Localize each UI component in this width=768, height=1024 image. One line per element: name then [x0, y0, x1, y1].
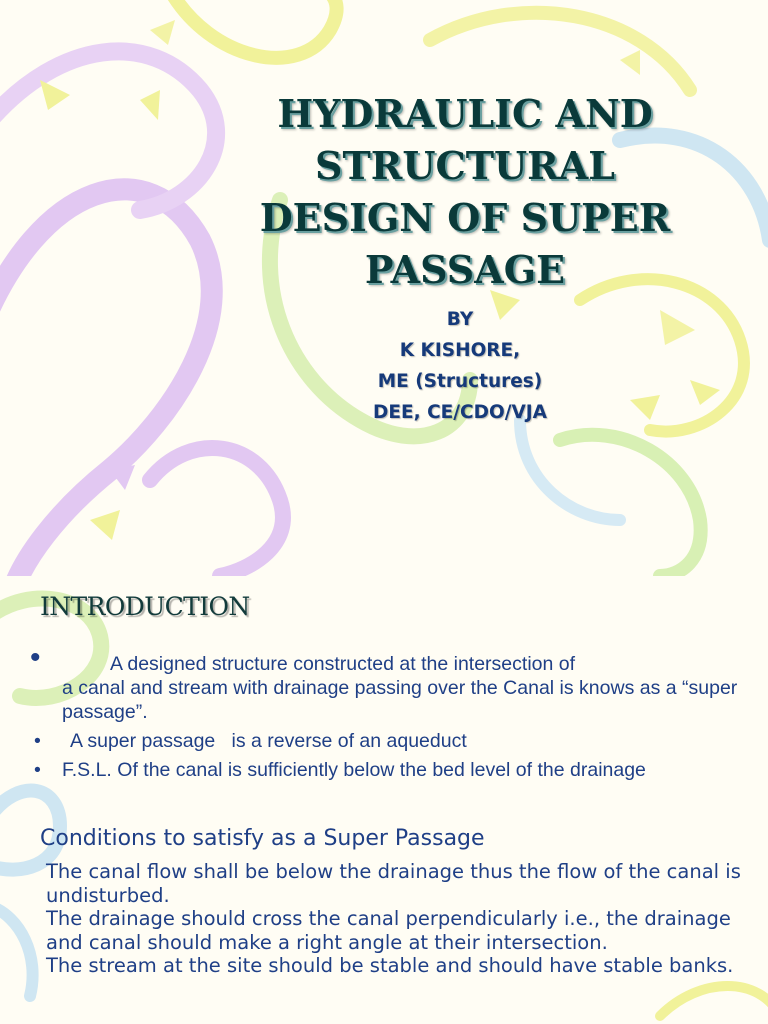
slide-title: [230, 88, 700, 296]
condition-item: The canal flow shall be below the drainage thus the flow of the canal is undisturbed.: [46, 860, 741, 907]
conditions-list: [46, 860, 746, 978]
byline-line: BY: [446, 309, 474, 330]
title-line: DESIGN OF SUPER: [259, 195, 671, 240]
byline-line: DEE, CE/CDO/VJA: [372, 402, 547, 423]
byline-line: ME (Structures): [377, 371, 543, 392]
author-byline: [300, 304, 620, 428]
bullet-icon: •: [34, 759, 41, 781]
condition-item: The drainage should cross the canal perpendicularly i.e., the drainage and canal should make a right angle at their intersection.: [46, 907, 731, 954]
conditions-heading: Conditions to satisfy as a Super Passage: [40, 826, 485, 851]
title-line: HYDRAULIC AND: [277, 91, 653, 136]
bullet-icon: •: [30, 641, 41, 674]
list-item: [28, 729, 748, 753]
section-heading: INTRODUCTION: [40, 592, 250, 621]
bullet-text-line: A designed structure constructed at the intersection of: [110, 653, 576, 675]
bullet-text: a canal and stream with drainage passing over the Canal is knows as a “super passage”.: [62, 677, 738, 723]
list-item: [28, 641, 748, 724]
title-line: STRUCTURAL: [315, 143, 615, 188]
bullet-text: F.S.L. Of the canal is sufficiently below the bed level of the drainage: [62, 759, 646, 781]
byline-line: K KISHORE,: [399, 340, 521, 361]
title-line: PASSAGE: [364, 247, 566, 292]
bullet-list: [28, 641, 748, 787]
condition-item: The stream at the site should be stable and should have stable banks.: [46, 954, 734, 977]
bullet-icon: •: [34, 730, 41, 752]
bullet-text: A super passage is a reverse of an aqueduct: [70, 730, 467, 752]
list-item: [28, 758, 748, 782]
introduction-slide: [0, 576, 768, 1024]
